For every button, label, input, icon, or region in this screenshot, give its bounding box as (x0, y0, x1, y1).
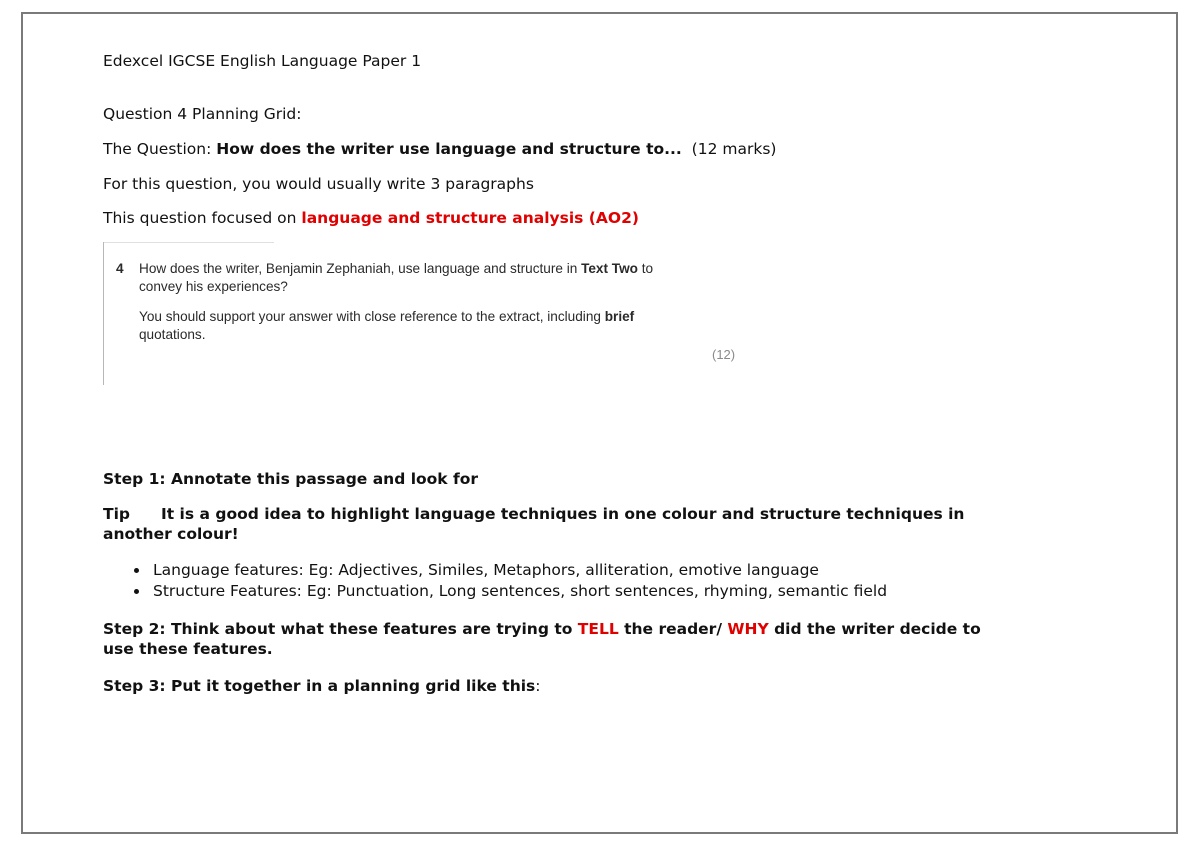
step3-text: Step 3: Put it together in a planning grid like this (103, 677, 536, 695)
document-title: Edexcel IGCSE English Language Paper 1 (103, 52, 422, 70)
exam-line1-post: to (637, 261, 654, 276)
feature-list (128, 560, 887, 602)
extract-divider (104, 242, 274, 243)
tip-label: Tip (103, 505, 130, 523)
step2-part2: the reader/ (618, 620, 728, 638)
exam-line3-pre: You should support your answer with close reference to the extract, including (139, 309, 605, 324)
step2-why: WHY (727, 620, 769, 638)
step2-part1: Step 2: Think about what these features are trying to (103, 620, 578, 638)
tip-line2: another colour! (103, 525, 239, 543)
page-frame (21, 12, 1178, 834)
exam-line1-pre: How does the writer, Benjamin Zephaniah, use language and structure in (139, 261, 582, 276)
step2-block (103, 619, 981, 659)
step2-line2: use these features. (103, 640, 273, 658)
exam-instruction-text (139, 308, 739, 344)
question-marks: (12 marks) (681, 140, 777, 158)
step3-heading (103, 676, 541, 696)
step3-colon: : (535, 677, 541, 695)
tip-line1: It is a good idea to highlight language techniques in one colour and structure techniques in (160, 505, 965, 523)
exam-marks: (12) (712, 347, 736, 362)
exam-line2: convey his experiences? (139, 279, 288, 294)
step1-heading: Step 1: Annotate this passage and look for (103, 470, 479, 488)
exam-question-text (139, 260, 739, 296)
exam-line3-bold: brief (604, 309, 635, 324)
question-prefix: The Question: (103, 140, 217, 158)
paragraph-note: For this question, you would usually write 3 paragraphs (103, 175, 534, 193)
step2-part3: did the writer decide to (768, 620, 981, 638)
list-item: • Structure Features: Eg: Punctuation, Long sentences, short sentences, rhyming, semantic field (150, 581, 887, 602)
exam-question-extract (103, 242, 764, 385)
focus-line (103, 208, 639, 228)
planning-grid-heading: Question 4 Planning Grid: (103, 105, 302, 123)
step2-tell: TELL (577, 620, 619, 638)
tip-block (103, 504, 964, 544)
exam-line1-bold: Text Two (581, 261, 638, 276)
question-line (103, 139, 776, 159)
question-text: How does the writer use language and structure to... (216, 140, 682, 158)
list-item: • Language features: Eg: Adjectives, Similes, Metaphors, alliteration, emotive language (150, 560, 887, 581)
focus-highlight: language and structure analysis (AO2) (301, 209, 639, 227)
focus-prefix: This question focused on (103, 209, 302, 227)
exam-question-number: 4 (116, 261, 124, 276)
exam-line4: quotations. (139, 327, 206, 342)
